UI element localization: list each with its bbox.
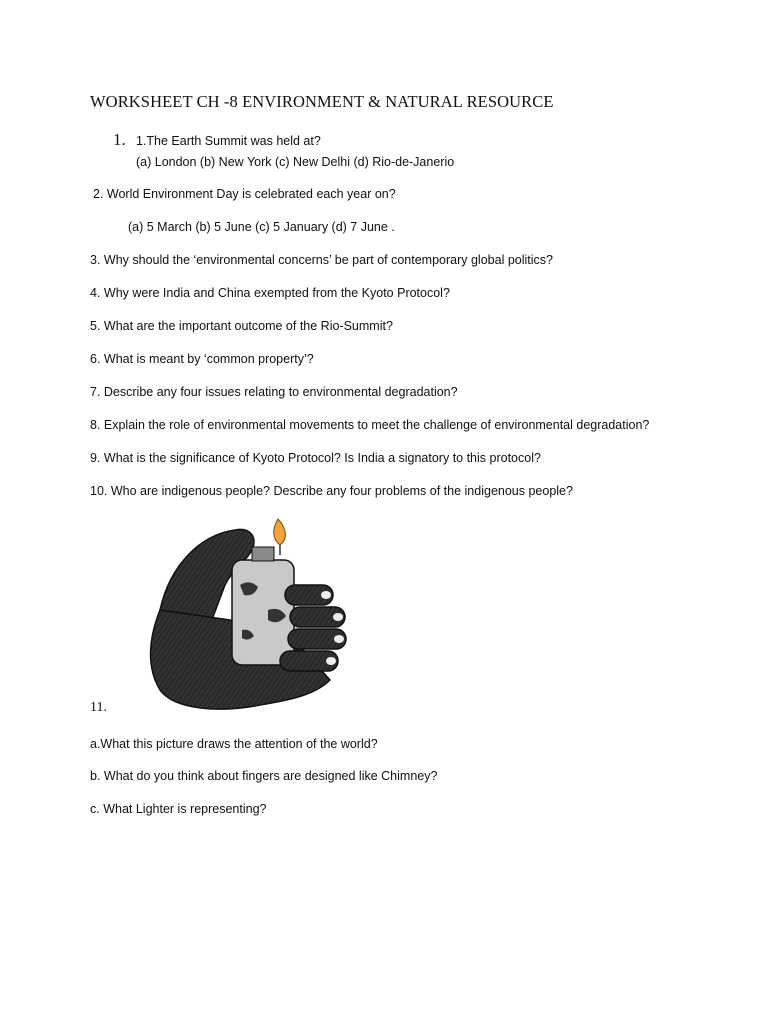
question-4: 4. Why were India and China exempted from the Kyoto Protocol? [90,286,450,300]
question-11-number: 11. [90,700,107,715]
question-6: 6. What is meant by ‘common property’? [90,352,314,366]
question-2-options: (a) 5 March (b) 5 June (c) 5 January (d) 7 June . [128,220,395,234]
question-5: 5. What are the important outcome of the Rio-Summit? [90,319,393,333]
question-2: 2. World Environment Day is celebrated each year on? [93,187,396,201]
question-11b: b. What do you think about fingers are designed like Chimney? [90,769,438,783]
question-10: 10. Who are indigenous people? Describe any four problems of the indigenous people? [90,484,573,498]
worksheet-title: WORKSHEET CH -8 ENVIRONMENT & NATURAL RESOURCE [90,92,554,111]
question-8: 8. Explain the role of environmental movements to meet the challenge of environmental degradation? [90,418,650,432]
question-11a: a.What this picture draws the attention of the world? [90,737,378,751]
question-7: 7. Describe any four issues relating to environmental degradation? [90,385,458,399]
question-3: 3. Why should the ‘environmental concerns’ be part of contemporary global politics? [90,253,553,267]
chimney-hand-lighter-icon [140,515,360,715]
question-1-options: (a) London (b) New York (c) New Delhi (d) Rio-de-Janerio [136,155,455,169]
question-9: 9. What is the significance of Kyoto Protocol? Is India a signatory to this protocol? [90,451,541,465]
question-11c: c. What Lighter is representing? [90,802,267,816]
question-1-number: 1. [113,130,126,149]
question-1: 1.The Earth Summit was held at? [136,134,321,148]
